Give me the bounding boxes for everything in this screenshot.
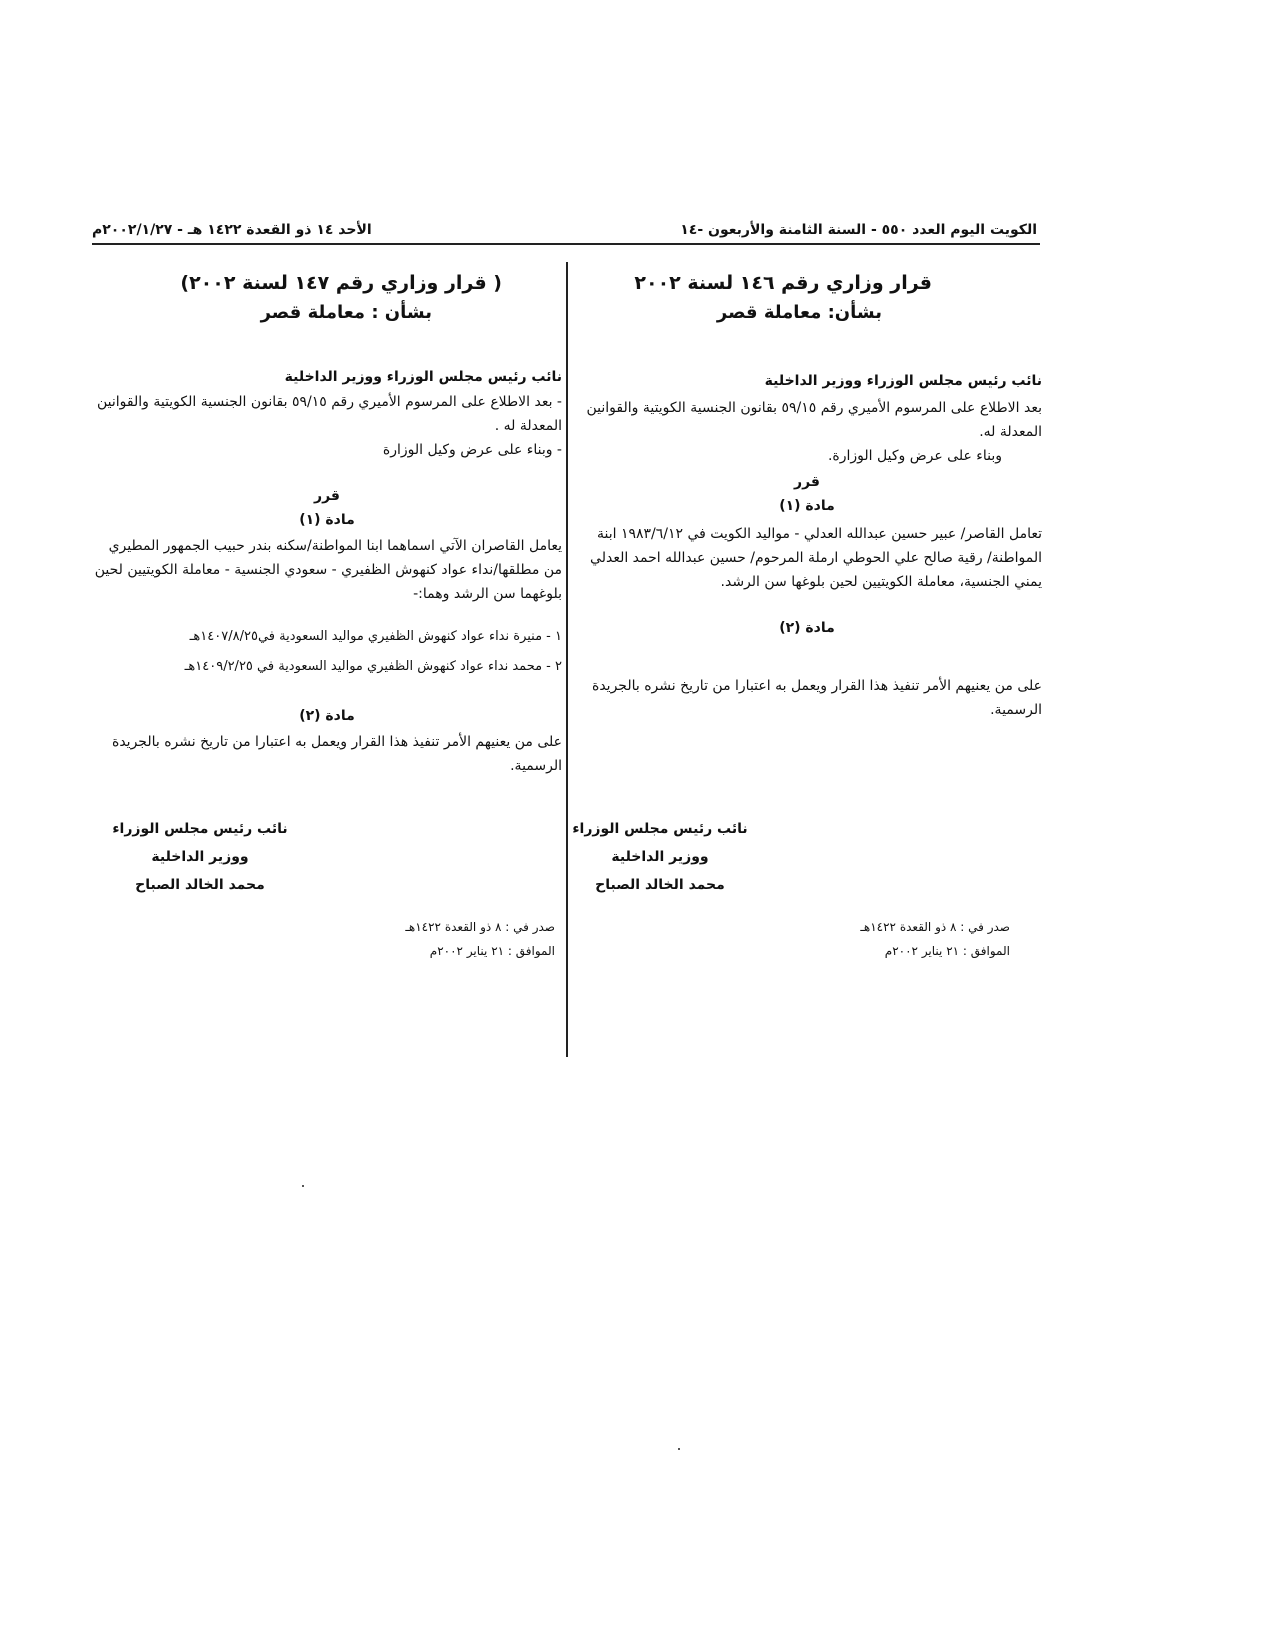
signature-ministry: ووزير الداخلية — [611, 849, 709, 865]
preamble-1: بعد الاطلاع على المرسوم الأميري رقم ٥٩/١٥ بقانون الجنسية الكويتية والقوانين المعدلة له. — [586, 400, 1042, 440]
corresponding-date: الموافق : ٢١ يناير ٢٠٠٢م — [429, 944, 555, 958]
article-2-heading: مادة (٢) — [299, 708, 355, 724]
decision-subject: بشأن : معاملة قصر — [260, 302, 432, 323]
preamble-2: - وبناء على عرض وكيل الوزارة — [382, 442, 562, 458]
article-1-text: تعامل القاصر/ عبير حسين عبدالله العدلي - مواليد الكويت في ١٩٨٣/٦/١٢ ابنة المواطنة/ رقية صالح علي الحوطي ارملة المرحوم/ حسين عبدالله احمد العدلي يمني الجنسية، معاملة الكويتيين لحين بلوغها سن الرشد. — [590, 526, 1042, 590]
signature-title: نائب رئيس مجلس الوزراء — [572, 821, 748, 837]
scan-speck — [302, 1185, 304, 1187]
issue-dates-147 — [330, 915, 555, 963]
decision-147 — [92, 268, 562, 778]
column-divider — [566, 262, 568, 1057]
decision-147-heading — [92, 268, 562, 328]
decided-label: قرر — [314, 488, 340, 504]
header-date: الأحد ١٤ ذو القعدة ١٤٢٢ هـ - ٢٠٠٢/١/٢٧م — [92, 222, 372, 238]
scan-speck — [678, 1448, 680, 1450]
signature-block-147 — [100, 815, 300, 899]
decided-label: قرر — [794, 474, 820, 490]
list-item: ١ - منيرة نداء عواد كنهوش الظفيري مواليد السعودية في١٤٠٧/٨/٢٥هـ — [189, 629, 562, 644]
signature-block-146 — [560, 815, 760, 899]
article-2-heading: مادة (٢) — [779, 620, 835, 636]
article-1-text: يعامل القاصران الآتي اسماهما ابنا المواطنة/سكنه بندر حبيب الجمهور المطيري من مطلقها/نداء عواد كنهوش الظفيري - سعودي الجنسية - معاملة الكويتيين لحين بلوغهما سن الرشد وهما:- — [94, 538, 562, 602]
issuer: نائب رئيس مجلس الوزراء ووزير الداخلية — [764, 373, 1042, 389]
decision-146-heading — [572, 268, 1042, 328]
decision-title: ( قرار وزاري رقم ١٤٧ لسنة ٢٠٠٢) — [180, 272, 502, 294]
header-issue-info: الكويت اليوم العدد ٥٥٠ - السنة الثامنة والأربعون -١٤ — [680, 222, 1037, 238]
article-2-text: على من يعنيهم الأمر تنفيذ هذا القرار ويعمل به اعتبارا من تاريخ نشره بالجريدة الرسمية. — [112, 734, 562, 774]
header-rule — [92, 243, 1040, 245]
corresponding-date: الموافق : ٢١ يناير ٢٠٠٢م — [884, 944, 1010, 958]
decision-subject: بشأن: معاملة قصر — [716, 302, 882, 323]
preamble-1: - بعد الاطلاع على المرسوم الأميري رقم ٥٩/١٥ بقانون الجنسية الكويتية والقوانين المعدلة له . — [96, 394, 562, 434]
signature-name: محمد الخالد الصباح — [135, 877, 265, 893]
article-1-heading: مادة (١) — [299, 512, 355, 528]
preamble-2: وبناء على عرض وكيل الوزارة. — [827, 448, 1002, 464]
issued-date: صدر في : ٨ ذو القعدة ١٤٢٢هـ — [405, 920, 555, 934]
signature-name: محمد الخالد الصباح — [595, 877, 725, 893]
list-item: ٢ - محمد نداء عواد كنهوش الظفيري مواليد السعودية في ١٤٠٩/٢/٢٥هـ — [184, 659, 562, 674]
decision-title: قرار وزاري رقم ١٤٦ لسنة ٢٠٠٢ — [634, 272, 932, 294]
issued-date: صدر في : ٨ ذو القعدة ١٤٢٢هـ — [860, 920, 1010, 934]
issuer: نائب رئيس مجلس الوزراء ووزير الداخلية — [284, 369, 562, 385]
article-1-heading: مادة (١) — [779, 498, 835, 514]
decision-146 — [572, 268, 1042, 722]
signature-ministry: ووزير الداخلية — [151, 849, 249, 865]
issue-dates-146 — [780, 915, 1010, 963]
article-2-text: على من يعنيهم الأمر تنفيذ هذا القرار ويعمل به اعتبارا من تاريخ نشره بالجريدة الرسمية. — [592, 678, 1042, 718]
signature-title: نائب رئيس مجلس الوزراء — [112, 821, 288, 837]
